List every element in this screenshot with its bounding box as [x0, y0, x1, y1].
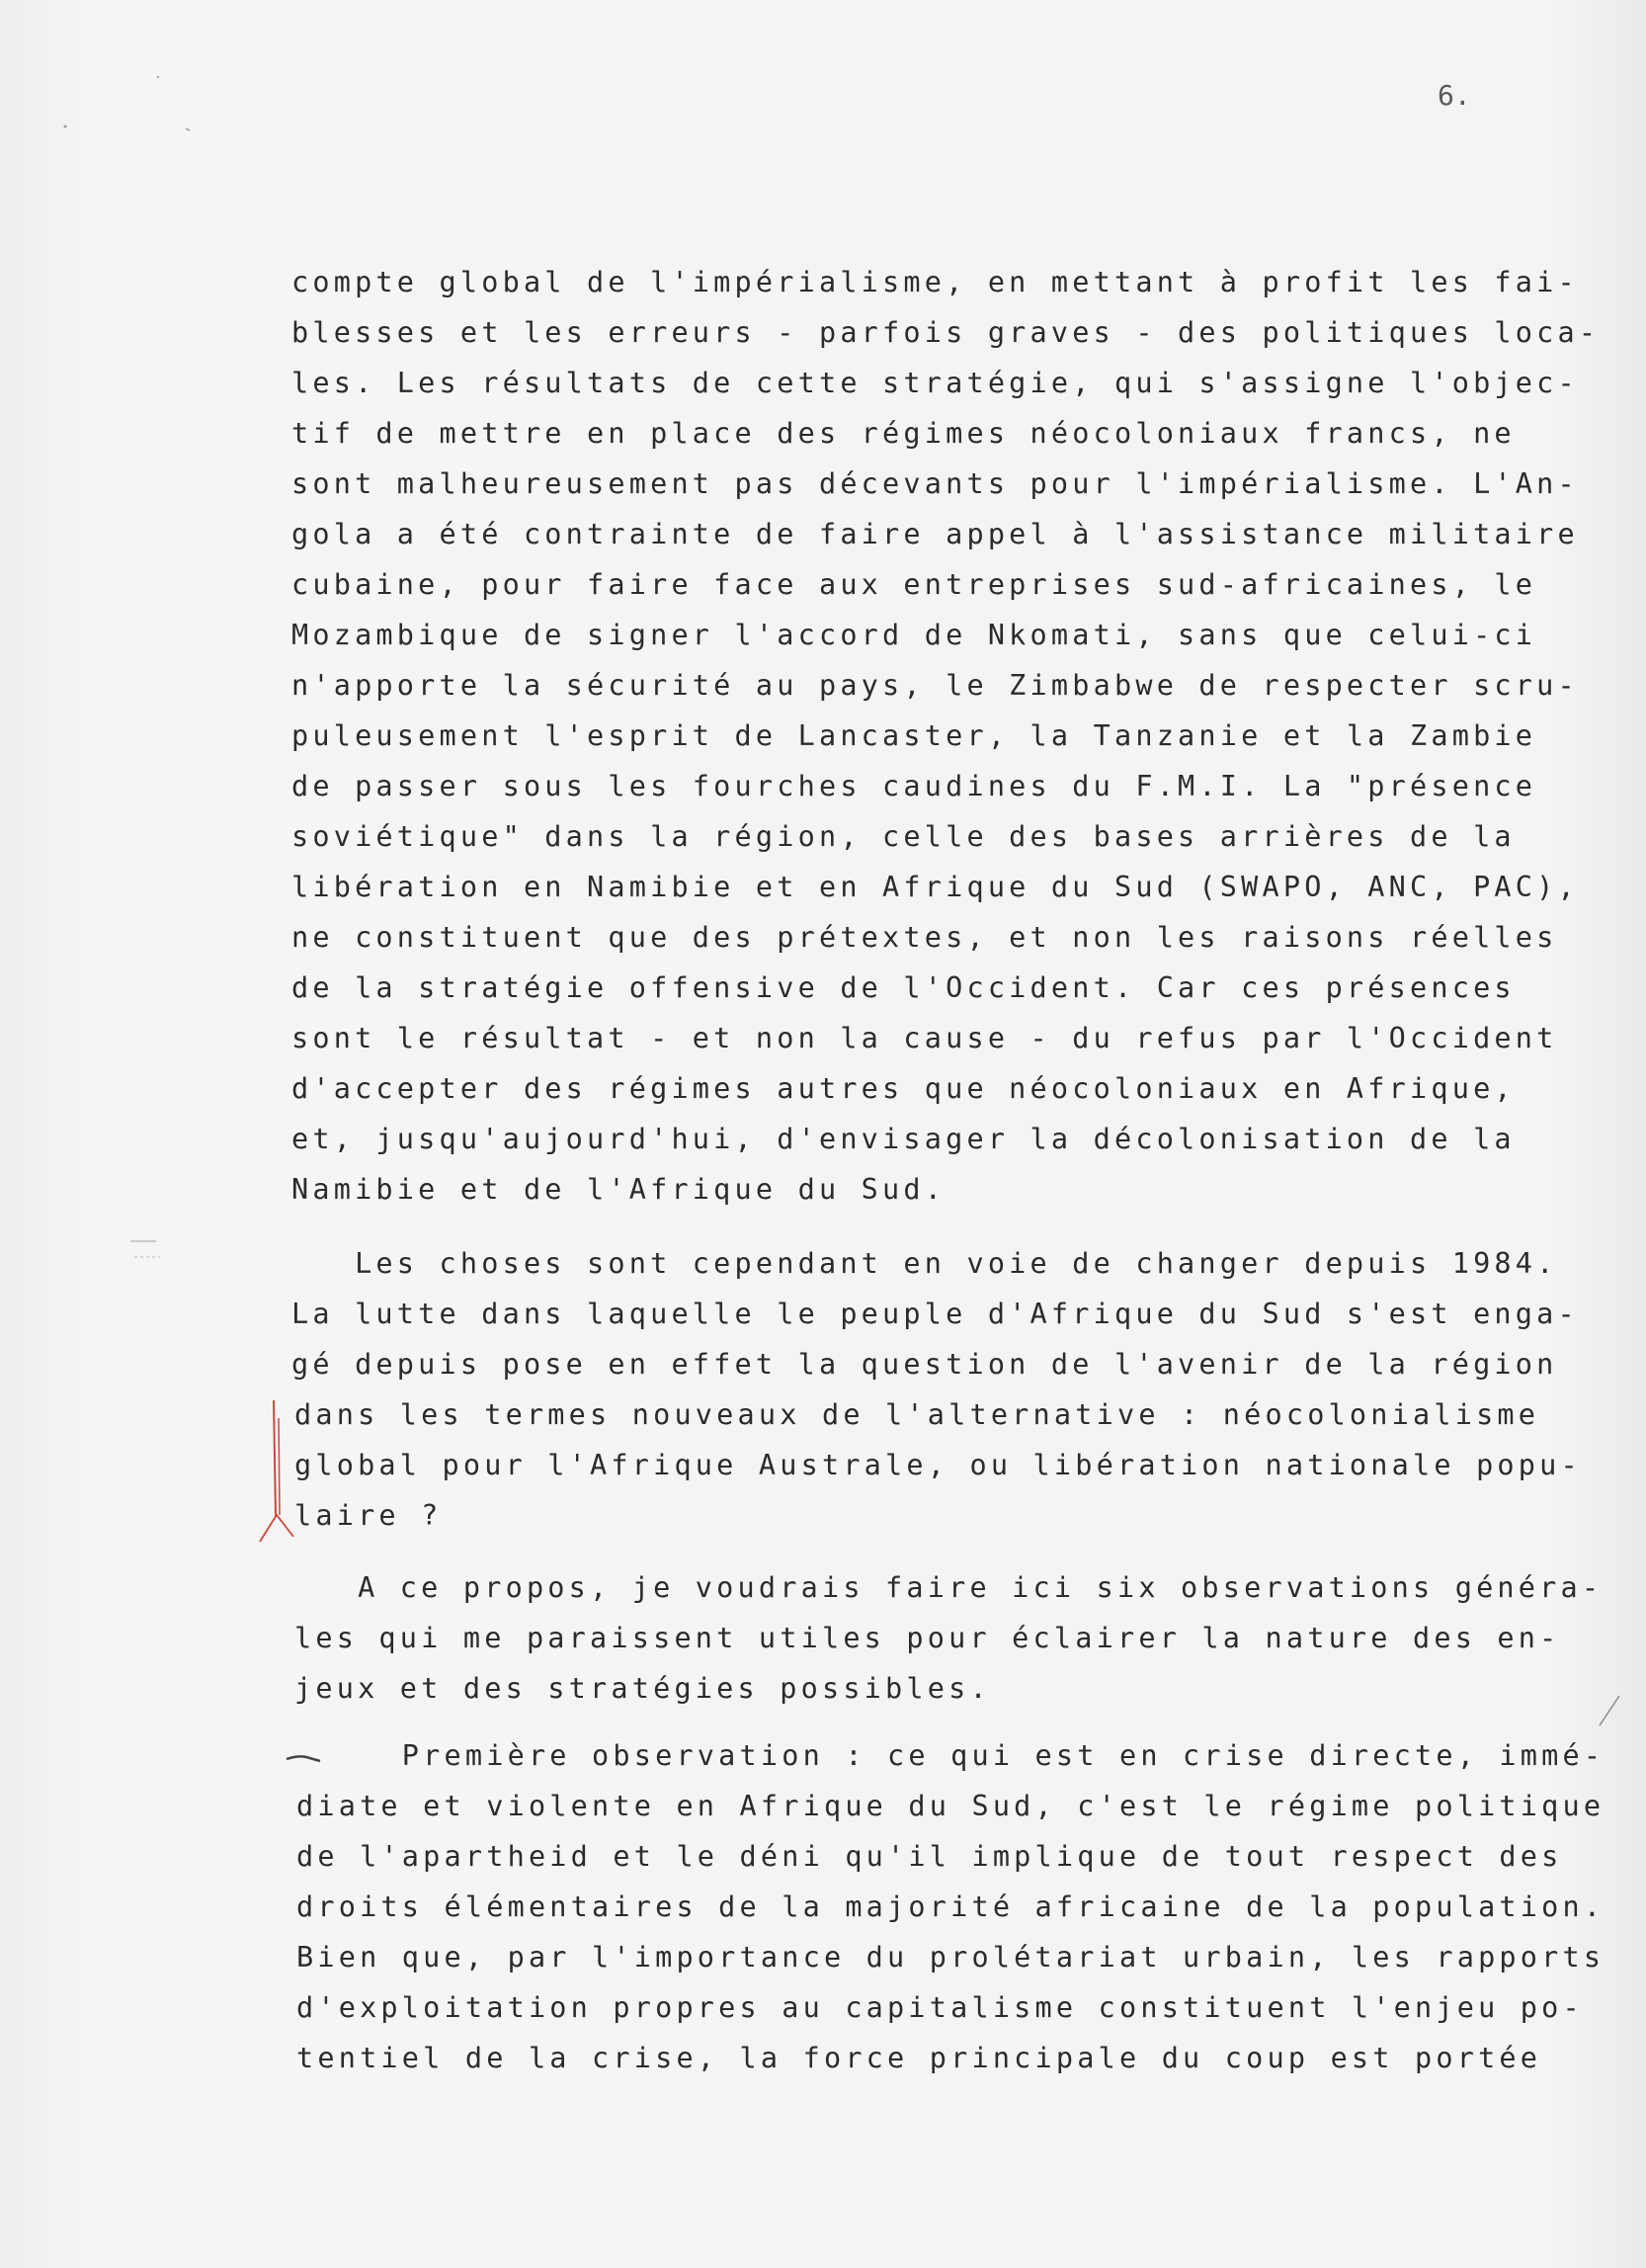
text-line: de l'apartheid et le déni qu'il implique de tout respect des: [296, 1840, 1563, 1873]
text-line: dans les termes nouveaux de l'alternative : néocolonialisme: [294, 1398, 1540, 1431]
text-line: A ce propos, je voudrais faire ici six observations généra-: [294, 1571, 1604, 1604]
text-line: Première observation : ce qui est en crise directe, immé-: [296, 1739, 1605, 1772]
text-line: jeux et des stratégies possibles.: [294, 1672, 991, 1705]
text-line: tif de mettre en place des régimes néocoloniaux francs, ne: [291, 417, 1516, 450]
text-line: sont malheureusement pas décevants pour l'impérialisme. L'An-: [291, 467, 1579, 500]
text-line: Namibie et de l'Afrique du Sud.: [291, 1173, 946, 1206]
text-line: ne constituent que des prétextes, et non les raisons réelles: [291, 921, 1558, 954]
text-line: les. Les résultats de cette stratégie, qui s'assigne l'objec-: [291, 367, 1579, 399]
text-line: Bien que, par l'importance du prolétariat urbain, les rapports: [296, 1941, 1605, 1974]
text-line: libération en Namibie et en Afrique du Sud (SWAPO, ANC, PAC),: [291, 871, 1579, 903]
text-line: La lutte dans laquelle le peuple d'Afrique du Sud s'est enga-: [291, 1298, 1579, 1330]
text-line: sont le résultat - et non la cause - du refus par l'Occident: [291, 1022, 1558, 1054]
text-line: et, jusqu'aujourd'hui, d'envisager la décolonisation de la: [291, 1123, 1516, 1155]
red-margin-mark-icon: [252, 1398, 301, 1547]
text-line: gé depuis pose en effet la question de l'avenir de la région: [291, 1348, 1558, 1381]
text-line: gola a été contrainte de faire appel à l'assistance militaire: [291, 518, 1579, 550]
pencil-margin-mark-icon: [126, 1235, 166, 1265]
text-line: diate et violente en Afrique du Sud, c'est le régime politique: [296, 1790, 1605, 1822]
text-line: les qui me paraissent utiles pour éclairer la nature des en-: [294, 1622, 1561, 1654]
text-line: d'accepter des régimes autres que néocoloniaux en Afrique,: [291, 1072, 1516, 1105]
paper-speck-icon: [59, 69, 198, 138]
text-line: blesses et les erreurs - parfois graves - des politiques loca-: [291, 316, 1601, 349]
text-line: cubaine, pour faire face aux entreprises sud-africaines, le: [291, 568, 1537, 601]
page-number: 6.: [1438, 79, 1471, 112]
text-line: compte global de l'impérialisme, en mettant à profit les fai-: [291, 266, 1579, 298]
text-line: Les choses sont cependant en voie de changer depuis 1984.: [291, 1247, 1558, 1280]
text-line: droits élémentaires de la majorité africaine de la population.: [296, 1890, 1605, 1923]
text-line: de passer sous les fourches caudines du F.M.I. La "présence: [291, 770, 1537, 802]
dash-margin-mark-icon: [285, 1749, 324, 1765]
text-line: Mozambique de signer l'accord de Nkomati, sans que celui-ci: [291, 619, 1537, 651]
text-line: d'exploitation propres au capitalisme constituent l'enjeu po-: [296, 1991, 1584, 2024]
text-line: tentiel de la crise, la force principale du coup est portée: [296, 2042, 1542, 2074]
text-line: laire ?: [294, 1499, 443, 1532]
text-line: puleusement l'esprit de Lancaster, la Tanzanie et la Zambie: [291, 719, 1537, 752]
text-line: soviétique" dans la région, celle des bases arrières de la: [291, 820, 1516, 853]
text-line: n'apporte la sécurité au pays, le Zimbabwe de respecter scru-: [291, 669, 1579, 702]
edge-tick-mark-icon: [1596, 1690, 1625, 1729]
text-line: global pour l'Afrique Australe, ou libération nationale popu-: [294, 1449, 1582, 1481]
text-line: de la stratégie offensive de l'Occident. Car ces présences: [291, 971, 1516, 1004]
